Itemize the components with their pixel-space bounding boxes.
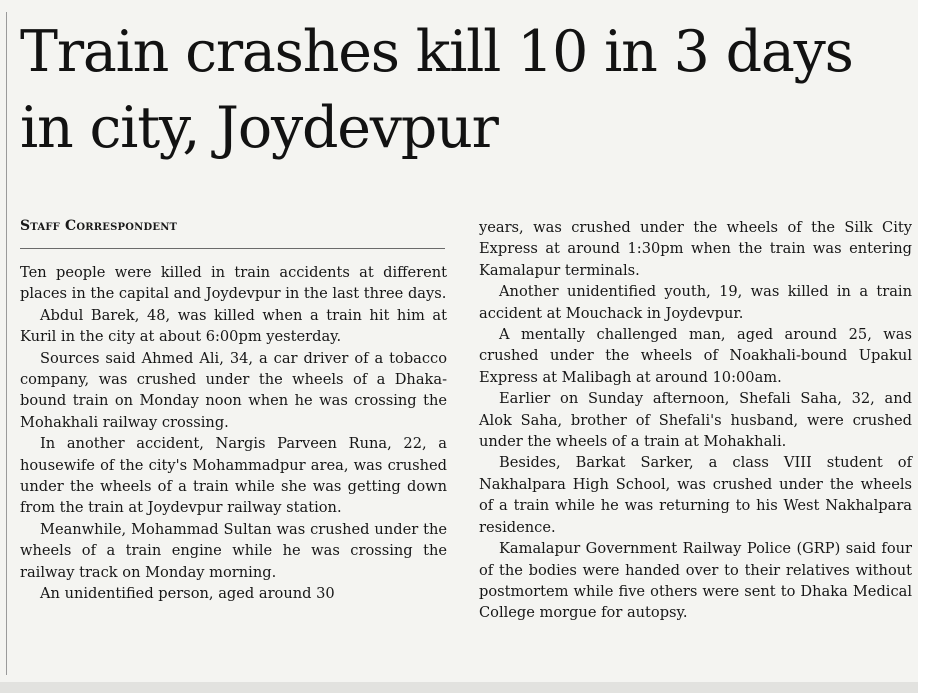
page-bottom-edge [0, 682, 925, 693]
article-headline: Train crashes kill 10 in 3 days in city, Joydevpur [20, 19, 853, 161]
paragraph: Ten people were killed in train accidents at different places in the capital and Joydevpur in the last three days. [20, 264, 447, 303]
paragraph: Kamalapur Government Railway Police (GRP) said four of the bodies were handed over to their relatives without postmortem while five others were sent to Dhaka Medical College morgue for autopsy. [479, 540, 912, 622]
article-column-right [479, 217, 912, 624]
paragraph: A mentally challenged man, aged around 25, was crushed under the wheels of Noakhali-bound Upakul Express at Malibagh at around 10:00am. [479, 326, 912, 386]
paragraph: In another accident, Nargis Parveen Runa, 22, a housewife of the city's Mohammadpur area, was crushed under the wheels of a train while she was getting down from the train at Joydevpur railway station. [20, 435, 447, 517]
paragraph: Abdul Barek, 48, was killed when a train hit him at Kuril in the city at about 6:00pm yesterday. [20, 306, 447, 346]
page-right-edge [918, 0, 925, 693]
paragraph: Besides, Barkat Sarker, a class VIII student of Nakhalpara High School, was crushed under the wheels of a train while he was returning to his West Nakhalpara residence. [479, 454, 912, 536]
left-border-rule [6, 12, 7, 675]
article-column-left [20, 262, 447, 605]
paragraph: years, was crushed under the wheels of the Silk City Express at around 1:30pm when the train was entering Kamalapur terminals. [479, 219, 912, 279]
paragraph: Sources said Ahmed Ali, 34, a car driver of a tobacco company, was crushed under the wheels of a Dhaka-bound train on Monday noon when he was crossing the Mohakhali railway crossing. [20, 349, 447, 431]
paragraph: Another unidentified youth, 19, was killed in a train accident at Mouchack in Joydevpur. [479, 283, 912, 322]
paragraph: Meanwhile, Mohammad Sultan was crushed under the wheels of a train engine while he was crossing the railway track on Monday morning. [20, 520, 447, 581]
paragraph: Earlier on Sunday afternoon, Shefali Saha, 32, and Alok Saha, brother of Shefali's husband, were crushed under the wheels of a train at Mohakhali. [479, 390, 912, 451]
article-byline: Staff Correspondent [20, 218, 178, 234]
paragraph: An unidentified person, aged around 30 [40, 585, 335, 603]
byline-divider [20, 248, 445, 249]
